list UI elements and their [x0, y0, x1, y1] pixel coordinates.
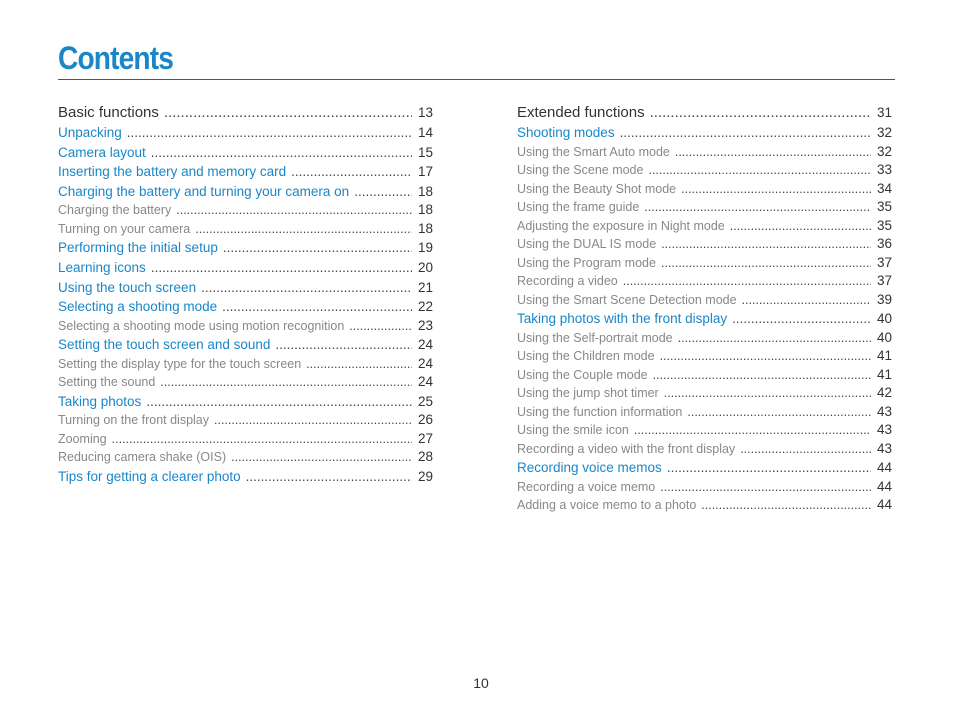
toc-entry-page: 44 [876, 460, 892, 476]
toc-entry-label: Taking photos [58, 393, 142, 409]
toc-entry-label: Recording voice memos [517, 460, 662, 476]
toc-entry[interactable] [517, 366, 892, 385]
toc-entry-page: 42 [876, 385, 892, 401]
toc-leader-dots [732, 309, 871, 329]
toc-entry[interactable] [58, 467, 433, 487]
toc-entry-page: 36 [876, 236, 892, 252]
toc-entry[interactable] [517, 123, 892, 143]
toc-entry-label: Taking photos with the front display [517, 311, 728, 327]
toc-entry-page: 13 [417, 105, 433, 120]
toc-entry-page: 18 [417, 183, 433, 199]
toc-entry-label: Using the Scene mode [517, 163, 644, 178]
toc-leader-dots [214, 411, 412, 430]
toc-entry-label: Tips for getting a clearer photo [58, 468, 241, 484]
toc-entry[interactable] [58, 355, 433, 374]
toc-entry[interactable] [517, 254, 892, 273]
toc-leader-dots [653, 366, 871, 385]
toc-leader-dots [701, 496, 871, 515]
toc-entry[interactable] [517, 458, 892, 478]
toc-leader-dots [160, 373, 412, 392]
toc-entry-label: Adjusting the exposure in Night mode [517, 218, 725, 233]
toc-entry[interactable] [58, 238, 433, 258]
toc-leader-dots [667, 458, 871, 478]
toc-leader-dots [201, 278, 412, 298]
toc-leader-dots [222, 297, 412, 317]
title-divider [58, 79, 895, 80]
toc-entry-label: Selecting a shooting mode using motion recognition [58, 318, 345, 333]
toc-entry[interactable] [517, 161, 892, 180]
toc-entry-label: Using the Beauty Shot mode [517, 181, 677, 196]
toc-leader-dots [681, 180, 871, 199]
toc-entry[interactable] [517, 143, 892, 162]
page-title: Contents [58, 40, 173, 76]
toc-entry-label: Using the smile icon [517, 423, 629, 438]
toc-entry-label: Learning icons [58, 259, 146, 275]
toc-leader-dots [634, 421, 871, 440]
toc-leader-dots [660, 478, 871, 497]
toc-leader-dots [687, 403, 871, 422]
toc-entry-page: 23 [417, 317, 433, 333]
toc-entry-page: 25 [417, 393, 433, 409]
toc-entry-page: 41 [876, 366, 892, 382]
toc-entry-page: 19 [417, 240, 433, 256]
toc-leader-dots [623, 272, 871, 291]
toc-leader-dots [246, 467, 412, 487]
toc-entry-label: Using the Children mode [517, 349, 655, 364]
toc-left-column [58, 102, 433, 487]
toc-entry[interactable] [517, 102, 892, 123]
toc-entry-label: Performing the initial setup [58, 240, 218, 256]
toc-entry[interactable] [517, 403, 892, 422]
toc-entry-page: 40 [876, 329, 892, 345]
toc-entry-page: 34 [876, 180, 892, 196]
toc-entry-page: 21 [417, 279, 433, 295]
toc-entry[interactable] [517, 384, 892, 403]
toc-entry-label: Selecting a shooting mode [58, 299, 218, 315]
toc-entry-label: Using the frame guide [517, 200, 640, 215]
toc-entry[interactable] [58, 297, 433, 317]
toc-entry-page: 31 [876, 105, 892, 120]
toc-entry[interactable] [517, 198, 892, 217]
toc-entry-label: Charging the battery and turning your camera on [58, 183, 350, 199]
toc-entry-label: Using the Smart Scene Detection mode [517, 292, 737, 307]
page-number: 10 [473, 675, 489, 691]
toc-entry-label: Recording a voice memo [517, 479, 656, 494]
toc-leader-dots [620, 123, 871, 143]
toc-leader-dots [176, 201, 412, 220]
toc-entry-label: Adding a voice memo to a photo [517, 498, 697, 513]
toc-entry-page: 41 [876, 348, 892, 364]
toc-entry-page: 22 [417, 299, 433, 315]
toc-entry[interactable] [517, 347, 892, 366]
toc-entry-page: 35 [876, 199, 892, 215]
toc-entry-label: Using the jump shot timer [517, 386, 659, 401]
toc-leader-dots [661, 254, 871, 273]
toc-leader-dots [730, 217, 871, 236]
toc-entry-page: 37 [876, 254, 892, 270]
toc-entry[interactable] [517, 329, 892, 348]
toc-leader-dots [644, 198, 871, 217]
toc-entry-page: 29 [417, 468, 433, 484]
toc-entry-label: Basic functions [58, 104, 159, 121]
toc-entry[interactable] [517, 309, 892, 329]
toc-leader-dots [275, 335, 412, 355]
toc-entry[interactable] [517, 440, 892, 459]
toc-entry-label: Using the DUAL IS mode [517, 237, 657, 252]
toc-entry-page: 32 [876, 143, 892, 159]
toc-entry-page: 18 [417, 220, 433, 236]
toc-leader-dots [164, 102, 412, 123]
toc-entry-page: 17 [417, 164, 433, 180]
toc-leader-dots [151, 143, 412, 163]
toc-entry-page: 24 [417, 337, 433, 353]
toc-entry-label: Using the Self-portrait mode [517, 330, 673, 345]
toc-leader-dots [650, 102, 871, 123]
toc-entry-label: Setting the touch screen and sound [58, 337, 271, 353]
toc-entry-page: 24 [417, 355, 433, 371]
toc-entry[interactable] [58, 392, 433, 412]
toc-entry[interactable] [58, 162, 433, 182]
toc-entry-page: 24 [417, 374, 433, 390]
toc-entry-label: Shooting modes [517, 125, 615, 140]
toc-entry-page: 43 [876, 440, 892, 456]
toc-entry[interactable] [58, 182, 433, 202]
toc-entry-label: Reducing camera shake (OIS) [58, 450, 227, 465]
toc-entry[interactable] [58, 123, 433, 143]
toc-right-column [517, 102, 892, 515]
toc-entry-page: 39 [876, 291, 892, 307]
toc-leader-dots [354, 182, 412, 202]
toc-entry-label: Camera layout [58, 144, 146, 160]
toc-leader-dots [306, 355, 412, 374]
toc-leader-dots [678, 329, 871, 348]
toc-entry-page: 32 [876, 125, 892, 140]
toc-leader-dots [675, 143, 871, 162]
toc-entry[interactable] [517, 235, 892, 254]
toc-entry[interactable] [58, 143, 433, 163]
toc-entry-label: Recording a video [517, 274, 618, 289]
toc-entry-label: Turning on your camera [58, 221, 191, 236]
toc-leader-dots [349, 317, 412, 336]
toc-entry-page: 27 [417, 430, 433, 446]
toc-entry[interactable] [58, 278, 433, 298]
toc-entry-page: 33 [876, 162, 892, 178]
toc-leader-dots [740, 440, 871, 459]
toc-leader-dots [664, 384, 871, 403]
toc-entry-page: 43 [876, 422, 892, 438]
toc-entry-page: 37 [876, 273, 892, 289]
toc-entry[interactable] [517, 478, 892, 497]
toc-entry[interactable] [58, 448, 433, 467]
toc-entry-label: Setting the sound [58, 375, 156, 390]
toc-entry-page: 43 [876, 403, 892, 419]
page-number-footer [0, 675, 954, 691]
toc-entry[interactable] [58, 335, 433, 355]
toc-entry[interactable] [58, 430, 433, 449]
toc-entry-page: 26 [417, 412, 433, 428]
toc-entry[interactable] [517, 272, 892, 291]
toc-entry[interactable] [517, 180, 892, 199]
toc-entry[interactable] [517, 291, 892, 310]
toc-entry[interactable] [517, 496, 892, 515]
toc-entry-label: Charging the battery [58, 203, 172, 218]
toc-entry[interactable] [58, 411, 433, 430]
toc-leader-dots [223, 238, 412, 258]
toc-leader-dots [742, 291, 871, 310]
toc-entry-page: 14 [417, 125, 433, 140]
toc-entry-page: 28 [417, 449, 433, 465]
toc-entry-page: 18 [417, 202, 433, 218]
toc-entry-label: Setting the display type for the touch screen [58, 356, 302, 371]
toc-leader-dots [291, 162, 412, 182]
toc-entry-label: Extended functions [517, 104, 645, 121]
toc-entry-label: Using the Program mode [517, 255, 656, 270]
toc-entry-label: Using the touch screen [58, 279, 197, 295]
toc-entry-label: Zooming [58, 431, 107, 446]
toc-entry[interactable] [58, 220, 433, 239]
toc-leader-dots [660, 347, 871, 366]
toc-entry[interactable] [58, 317, 433, 336]
toc-entry-page: 44 [876, 497, 892, 513]
toc-leader-dots [146, 392, 412, 412]
toc-entry-label: Inserting the battery and memory card [58, 164, 287, 180]
toc-leader-dots [661, 235, 871, 254]
toc-entry-page: 15 [417, 144, 433, 160]
toc-leader-dots [231, 448, 412, 467]
toc-leader-dots [151, 258, 412, 278]
toc-entry[interactable] [517, 421, 892, 440]
toc-entry-page: 40 [876, 311, 892, 327]
toc-entry-label: Unpacking [58, 125, 122, 140]
toc-leader-dots [127, 123, 412, 143]
toc-entry-label: Recording a video with the front display [517, 441, 736, 456]
toc-leader-dots [195, 220, 412, 239]
toc-entry-label: Using the function information [517, 404, 683, 419]
toc-entry[interactable] [58, 258, 433, 278]
toc-leader-dots [648, 161, 871, 180]
toc-entry-page: 44 [876, 478, 892, 494]
toc-entry[interactable] [517, 217, 892, 236]
toc-entry-page: 35 [876, 217, 892, 233]
toc-entry[interactable] [58, 373, 433, 392]
toc-entry[interactable] [58, 201, 433, 220]
toc-entry-label: Turning on the front display [58, 413, 210, 428]
toc-leader-dots [112, 430, 412, 449]
toc-entry[interactable] [58, 102, 433, 123]
toc-entry-label: Using the Smart Auto mode [517, 144, 670, 159]
toc-entry-label: Using the Couple mode [517, 367, 648, 382]
toc-entry-page: 20 [417, 259, 433, 275]
